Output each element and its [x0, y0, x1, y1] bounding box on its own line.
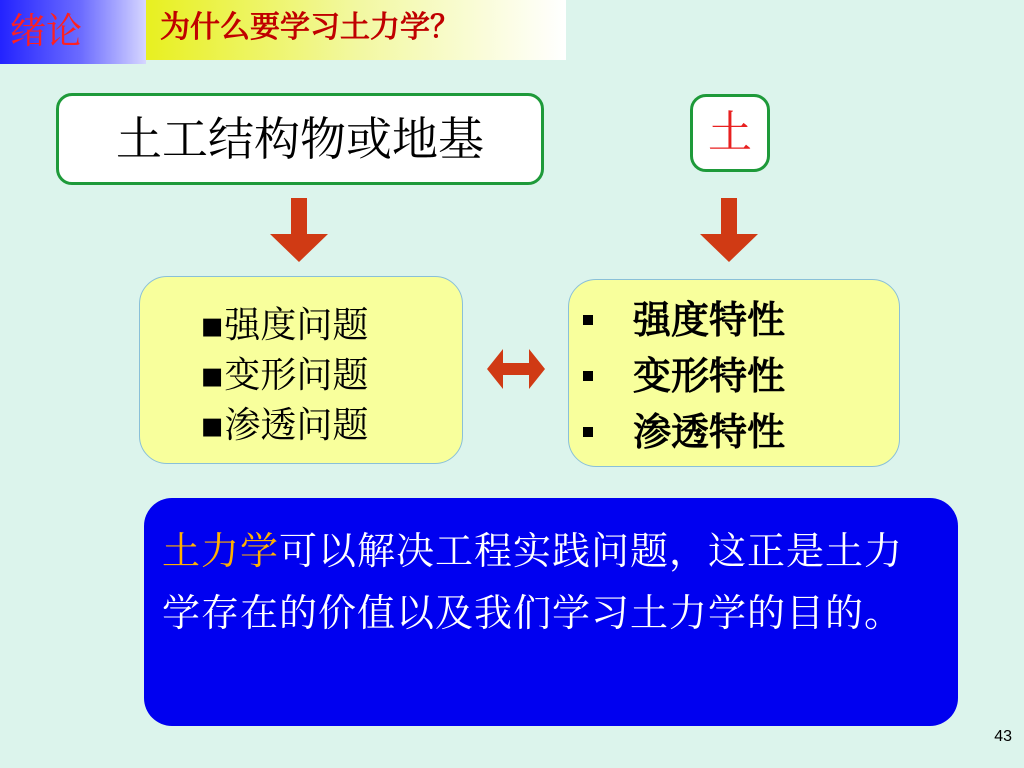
page-number: 43	[994, 728, 1012, 745]
conclusion-text: 可以解决工程实践问题，这正是土力学存在的价值以及我们学习土力学的目的。	[162, 529, 904, 635]
slide-title: 为什么要学习土力学？	[146, 0, 566, 60]
arrow-down-icon	[270, 198, 328, 262]
problems-panel	[139, 276, 463, 464]
property-item: 变形特性	[583, 348, 899, 404]
property-item: 强度特性	[583, 292, 899, 348]
conclusion-highlight: 土力学	[162, 529, 280, 573]
property-item: 渗透特性	[583, 404, 899, 460]
left-right-arrow-icon	[487, 343, 545, 395]
problem-item: ▪强度问题	[200, 305, 369, 346]
section-label: 绪论	[0, 0, 146, 64]
structure-box: 土工结构物或地基	[56, 93, 544, 185]
soil-box: 土	[690, 94, 770, 172]
bullet-icon	[583, 315, 593, 325]
problem-item: ▪变形问题	[200, 355, 369, 396]
bullet-icon	[583, 427, 593, 437]
bullet-icon	[583, 371, 593, 381]
properties-panel	[568, 279, 900, 467]
arrow-down-icon	[700, 198, 758, 262]
conclusion-box	[144, 498, 958, 726]
problem-item: ▪渗透问题	[200, 405, 369, 446]
